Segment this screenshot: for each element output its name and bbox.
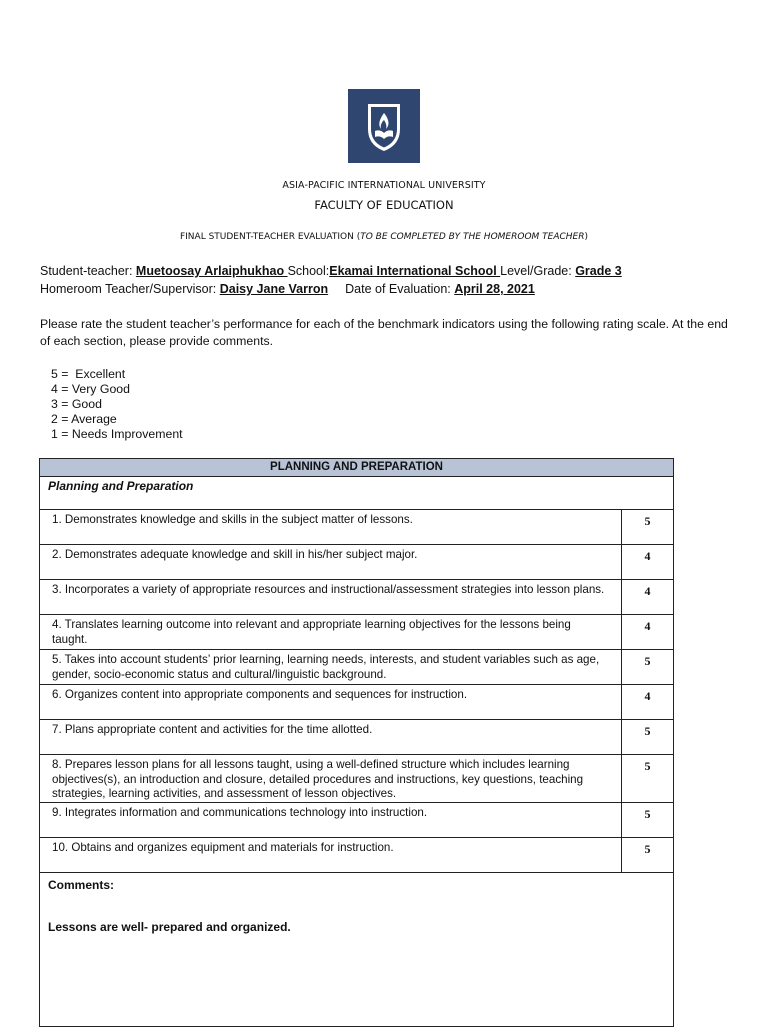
university-name: ASIA-PACIFIC INTERNATIONAL UNIVERSITY [282, 180, 486, 191]
supervisor-label: Homeroom Teacher/Supervisor: [40, 282, 220, 296]
criterion-text: 7. Plans appropriate content and activities for the time allotted. [40, 720, 622, 755]
criterion-score: 5 [622, 755, 674, 803]
table-row [40, 615, 674, 650]
criterion-text: 4. Translates learning outcome into relevant and appropriate learning objectives for the lessons being taught. [40, 615, 622, 650]
level-value: Grade 3 [575, 264, 622, 278]
evaluation-title-italic: TO BE COMPLETED BY THE HOMEROOM TEACHER [360, 232, 585, 242]
table-row [40, 837, 674, 872]
student-teacher-label: Student-teacher: [40, 264, 136, 278]
university-logo [348, 89, 420, 163]
table-row [40, 510, 674, 545]
rating-scale-item: 4 = Very Good [51, 382, 130, 396]
info-line-2 [40, 282, 535, 296]
rating-scale [51, 367, 183, 442]
evaluation-title-suffix: ) [584, 232, 589, 242]
criterion-text: 5. Takes into account students’ prior learning, learning needs, interests, and student variables such as age, gender, socio-economic status and cultural/linguistic background. [40, 650, 622, 685]
rating-scale-item: 3 = Good [51, 397, 102, 411]
table-row [40, 650, 674, 685]
evaluation-title [0, 232, 768, 242]
section-header: PLANNING AND PREPARATION [40, 459, 674, 477]
criterion-text: 9. Integrates information and communications technology into instruction. [40, 802, 622, 837]
criterion-text: 1. Demonstrates knowledge and skills in the subject matter of lessons. [40, 510, 622, 545]
date-value: April 28, 2021 [454, 282, 535, 296]
table-row [40, 580, 674, 615]
level-label: Level/Grade: [500, 264, 576, 278]
faculty-name: FACULTY OF EDUCATION [314, 198, 454, 212]
comments-label: Comments: [48, 877, 115, 892]
info-line-1 [40, 264, 622, 278]
date-label: Date of Evaluation: [345, 282, 455, 296]
criterion-score: 5 [622, 802, 674, 837]
criterion-text: 10. Obtains and organizes equipment and materials for instruction. [40, 837, 622, 872]
criterion-score: 5 [622, 720, 674, 755]
criterion-score: 4 [622, 685, 674, 720]
criterion-score: 5 [622, 837, 674, 872]
criterion-score: 5 [622, 510, 674, 545]
rating-scale-item: 2 = Average [51, 412, 117, 426]
criterion-text: 6. Organizes content into appropriate components and sequences for instruction. [40, 685, 622, 720]
table-row [40, 802, 674, 837]
criterion-score: 4 [622, 580, 674, 615]
criterion-text: 2. Demonstrates adequate knowledge and skill in his/her subject major. [40, 545, 622, 580]
supervisor-value: Daisy Jane Varron [219, 282, 329, 296]
evaluation-title-prefix: FINAL STUDENT-TEACHER EVALUATION ( [179, 232, 361, 242]
student-teacher-value: Muetoosay Arlaiphukhao [135, 264, 288, 278]
table-row [40, 685, 674, 720]
criterion-score: 4 [622, 615, 674, 650]
school-label: School: [287, 264, 330, 278]
comments-box [40, 872, 674, 1026]
criterion-score: 4 [622, 545, 674, 580]
university-flame-book-shield-logo-icon [348, 89, 420, 163]
evaluation-table [39, 458, 674, 1027]
criterion-score: 5 [622, 650, 674, 685]
table-row [40, 755, 674, 803]
comments-text: Lessons are well- prepared and organized. [48, 919, 291, 934]
table-row [40, 545, 674, 580]
rating-scale-item: 5 = Excellent [51, 367, 126, 381]
table-row [40, 720, 674, 755]
school-value: Ekamai International School [329, 264, 501, 278]
criterion-text: 3. Incorporates a variety of appropriate resources and instructional/assessment strategies into lesson plans. [40, 580, 622, 615]
instructions-text: Please rate the student teacher’s performance for each of the benchmark indicators using the following rating scale. At the end of each section, please provide comments. [40, 317, 728, 348]
rating-scale-item: 1 = Needs Improvement [51, 427, 183, 441]
section-subheader: Planning and Preparation [40, 477, 674, 510]
criterion-text: 8. Prepares lesson plans for all lessons taught, using a well-defined structure which includes learning objectives(s), an introduction and closure, detailed procedures and instructions, key questions, teaching strategies, learning activities, and assessment of lesson objectives. [40, 755, 622, 803]
